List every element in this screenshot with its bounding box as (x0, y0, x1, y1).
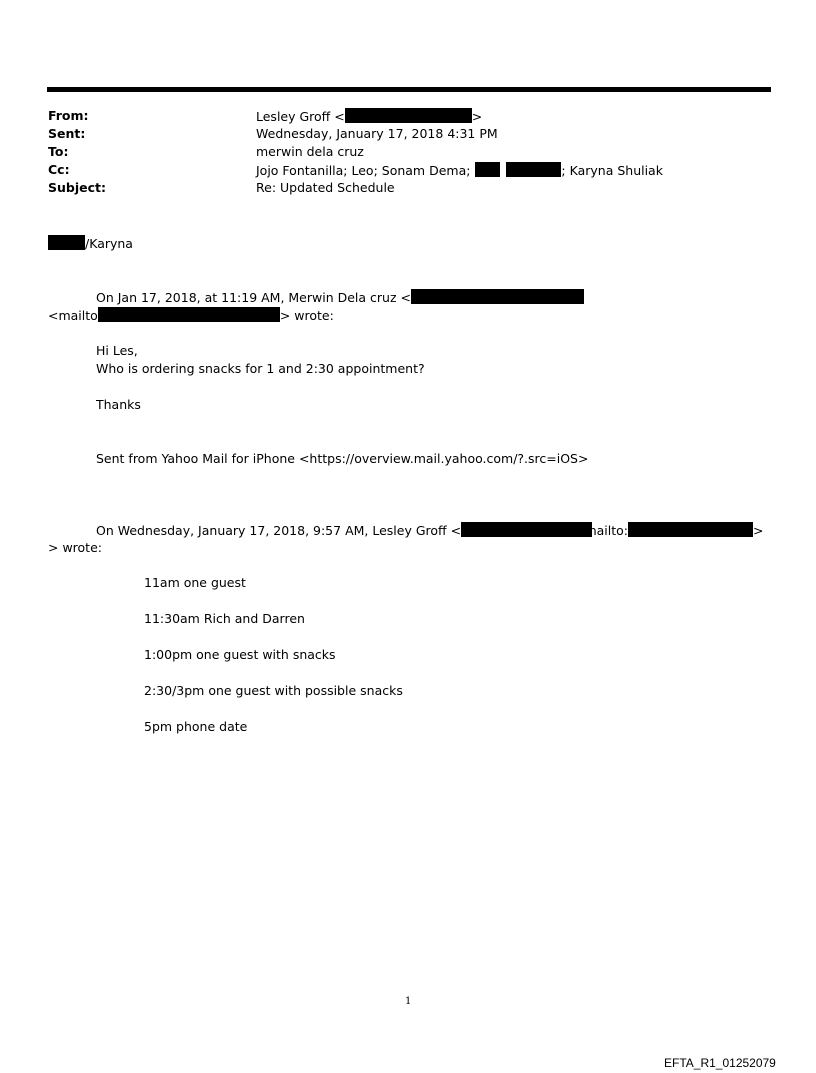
quote2-intro (96, 522, 592, 539)
redaction-block (411, 289, 584, 304)
redaction-block (506, 162, 561, 177)
subject-label: Subject: (48, 180, 106, 195)
quote1-hi: Hi Les, (96, 343, 138, 358)
subject-value: Re: Updated Schedule (256, 180, 395, 195)
greeting-suffix: /Karyna (85, 236, 133, 251)
schedule-item: 5pm phone date (144, 719, 248, 734)
cc-value-end: ; Karyna Shuliak (561, 163, 663, 178)
quote1-mailto: <mailto (48, 308, 98, 323)
cc-label: Cc: (48, 162, 70, 177)
document-id: EFTA_R1_01252079 (664, 1056, 776, 1070)
redaction-block (48, 235, 85, 250)
cc-value (256, 162, 663, 179)
quote2-intro-text: On Wednesday, January 17, 2018, 9:57 AM, Lesley Groff < (96, 523, 462, 538)
greeting-line (48, 235, 133, 252)
quote2-wrote: > wrote: (48, 540, 102, 555)
from-label: From: (48, 108, 89, 123)
schedule-item: 11am one guest (144, 575, 246, 590)
redaction-block (98, 307, 280, 322)
from-value (256, 108, 482, 125)
schedule-item: 2:30/3pm one guest with possible snacks (144, 683, 403, 698)
to-value: merwin dela cruz (256, 144, 364, 159)
quote1-signature: Sent from Yahoo Mail for iPhone <https://overview.mail.yahoo.com/?.src=iOS> (96, 451, 589, 466)
schedule-item: 1:00pm one guest with snacks (144, 647, 336, 662)
redaction-block (461, 522, 592, 537)
redaction-block (345, 108, 472, 123)
to-label: To: (48, 144, 69, 159)
quote1-question: Who is ordering snacks for 1 and 2:30 appointment? (96, 361, 425, 376)
redaction-block (475, 162, 500, 177)
quote1-thanks: Thanks (96, 397, 141, 412)
cc-value-start: Jojo Fontanilla; Leo; Sonam Dema; (256, 163, 471, 178)
schedule-item: 11:30am Rich and Darren (144, 611, 305, 626)
quote1-wrote: > wrote: (279, 308, 334, 323)
header-rule (47, 87, 771, 92)
quote1-intro-text: On Jan 17, 2018, at 11:19 AM, Merwin Dela cruz < (96, 290, 411, 305)
quote2-mailto: <mailto: (574, 523, 629, 538)
from-close: > (471, 109, 483, 124)
sent-label: Sent: (48, 126, 86, 141)
quote1-mailto-line (48, 307, 334, 324)
quote2-mailto-line (574, 522, 764, 539)
sent-value: Wednesday, January 17, 2018 4:31 PM (256, 126, 498, 141)
quote2-close: > (753, 523, 764, 538)
redaction-block (628, 522, 753, 537)
quote1-intro (96, 289, 584, 306)
from-name: Lesley Groff < (256, 109, 345, 124)
page-number: 1 (405, 996, 412, 1007)
